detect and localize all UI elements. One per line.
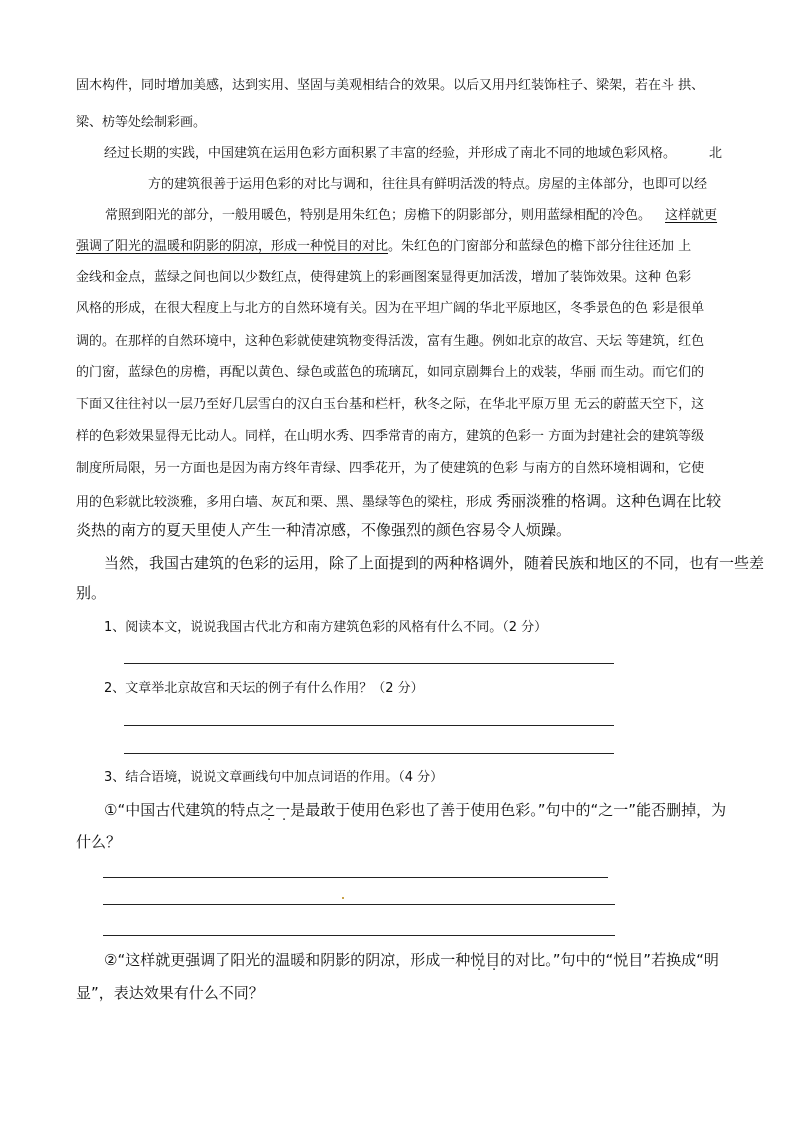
question-3-2-line1 [104, 950, 719, 970]
answer-line[interactable] [103, 877, 608, 878]
answer-line[interactable] [103, 904, 615, 905]
para2-line12 [76, 491, 721, 512]
para2-line11: 制度所局限，另一方面也是因为南方终年青绿、四季花开，为了使建筑的色彩 与南方的自然环境相调和，它使 [76, 461, 705, 476]
para2-line3-text: 常照到阳光的部分，一般用暖色，特别是用朱红色；房檐下的阴影部分，则用蓝绿相配的冷色。 [105, 208, 652, 223]
stray-dot [342, 897, 344, 899]
underlined-sentence-end: 强调了阳光的温暖和阴影的阴凉，形成一种悦目的对比 [76, 239, 389, 254]
answer-line[interactable] [124, 725, 614, 726]
para2-line8: 的门窗，蓝绿色的房檐，再配以黄色、绿色或蓝色的琉璃瓦，如同京剧舞台上的戏装，华丽 而生动。而它们的 [76, 365, 705, 380]
question-3-1-line2: 什么？ [76, 833, 122, 851]
para2-line12-text-large: 秀丽淡雅的格调。这种色调在比较 [496, 492, 722, 510]
dotted-word: 悦 [470, 951, 486, 969]
question-3-1-text: ①“中国古代建筑的特点 [104, 801, 261, 819]
para2-line1-end: 北 [709, 146, 723, 161]
para2-line5: 金线和金点，蓝绿之间也间以少数红点，使得建筑上的彩画图案显得更加活泼，增加了装饰效果。这种 色彩 [76, 270, 692, 285]
question-3-2-line2: 显”，表达效果有什么不同？ [76, 984, 264, 1002]
question-3-2-text: 的对比。”句中的“悦目”若换成“明 [500, 951, 719, 969]
question-1: 1、阅读本文，说说我国古代北方和南方建筑色彩的风格有什么不同。（2 分） [104, 620, 548, 635]
question-3-1-text: 是最敢于使用色彩也了善于使用色彩。”句中的“之一”能否删掉，为 [290, 801, 727, 819]
answer-line[interactable] [103, 935, 615, 936]
para3-line2: 别。 [76, 584, 107, 602]
question-2: 2、文章举北京故宫和天坛的例子有什么作用？（2 分） [104, 681, 424, 696]
para2-line1: 经过长期的实践，中国建筑在运用色彩方面积累了丰富的经验，并形成了南北不同的地域色彩风格。 [104, 146, 677, 161]
para2-line2: 方的建筑很善于运用色彩的对比与调和，往往具有鲜明活泼的特点。房屋的主体部分，也即可以经 [148, 177, 708, 192]
para2-line7: 调的。在那样的自然环境中，这种色彩就使建筑物变得活泼，富有生趣。例如北京的故宫、天坛 等建筑，红色 [76, 334, 705, 349]
para3-line1: 当然，我国古建筑的色彩的运用，除了上面提到的两种格调外，随着民族和地区的不同，也有一些差 [104, 554, 765, 572]
underlined-sentence-start: 这样就更 [665, 208, 718, 223]
para1-line2: 梁、枋等处绘制彩画。 [76, 115, 207, 130]
question-3-1-line1 [104, 800, 726, 820]
para2-line12-text: 用的色彩就比较淡雅，多用白墙、灰瓦和栗、黑、墨绿等色的梁柱，形成 [76, 495, 497, 510]
para2-line4 [76, 238, 691, 256]
para2-line3 [105, 207, 717, 225]
dotted-word: 目 [485, 951, 501, 969]
question-3-2-text: ②“这样就更强调了阳光的温暖和阴影的阴凉，形成一种 [104, 951, 471, 969]
para2-line4-text: 。朱红色的门窗部分和蓝绿色的檐下部分往往还加 上 [388, 239, 692, 254]
answer-line[interactable] [124, 663, 614, 664]
dotted-word: 一 [275, 801, 291, 819]
answer-line[interactable] [124, 753, 614, 754]
para2-line6: 风格的形成，在很大程度上与北方的自然环境有关。因为在平坦广阔的华北平原地区，冬季景色的色 彩是很单 [76, 301, 705, 316]
para2-line9: 下面又往往衬以一层乃至好几层雪白的汉白玉台基和栏杆，秋冬之际，在华北平原万里 无云的蔚蓝天空下，这 [76, 397, 705, 412]
para2-line13: 炎热的南方的夏天里使人产生一种清凉感，不像强烈的颜色容易令人烦躁。 [76, 521, 572, 539]
para1-line1: 固木构件，同时增加美感，达到实用、坚固与美观相结合的效果。以后又用丹红装饰柱子、梁架，若在斗 拱、 [76, 78, 705, 93]
dotted-word: 之 [260, 801, 276, 819]
question-3: 3、结合语境，说说文章画线句中加点词语的作用。（4 分） [104, 770, 444, 785]
para2-line10: 样的色彩效果显得无比动人。同样，在山明水秀、四季常青的南方，建筑的色彩一 方面为封建社会的建筑等级 [76, 429, 705, 444]
